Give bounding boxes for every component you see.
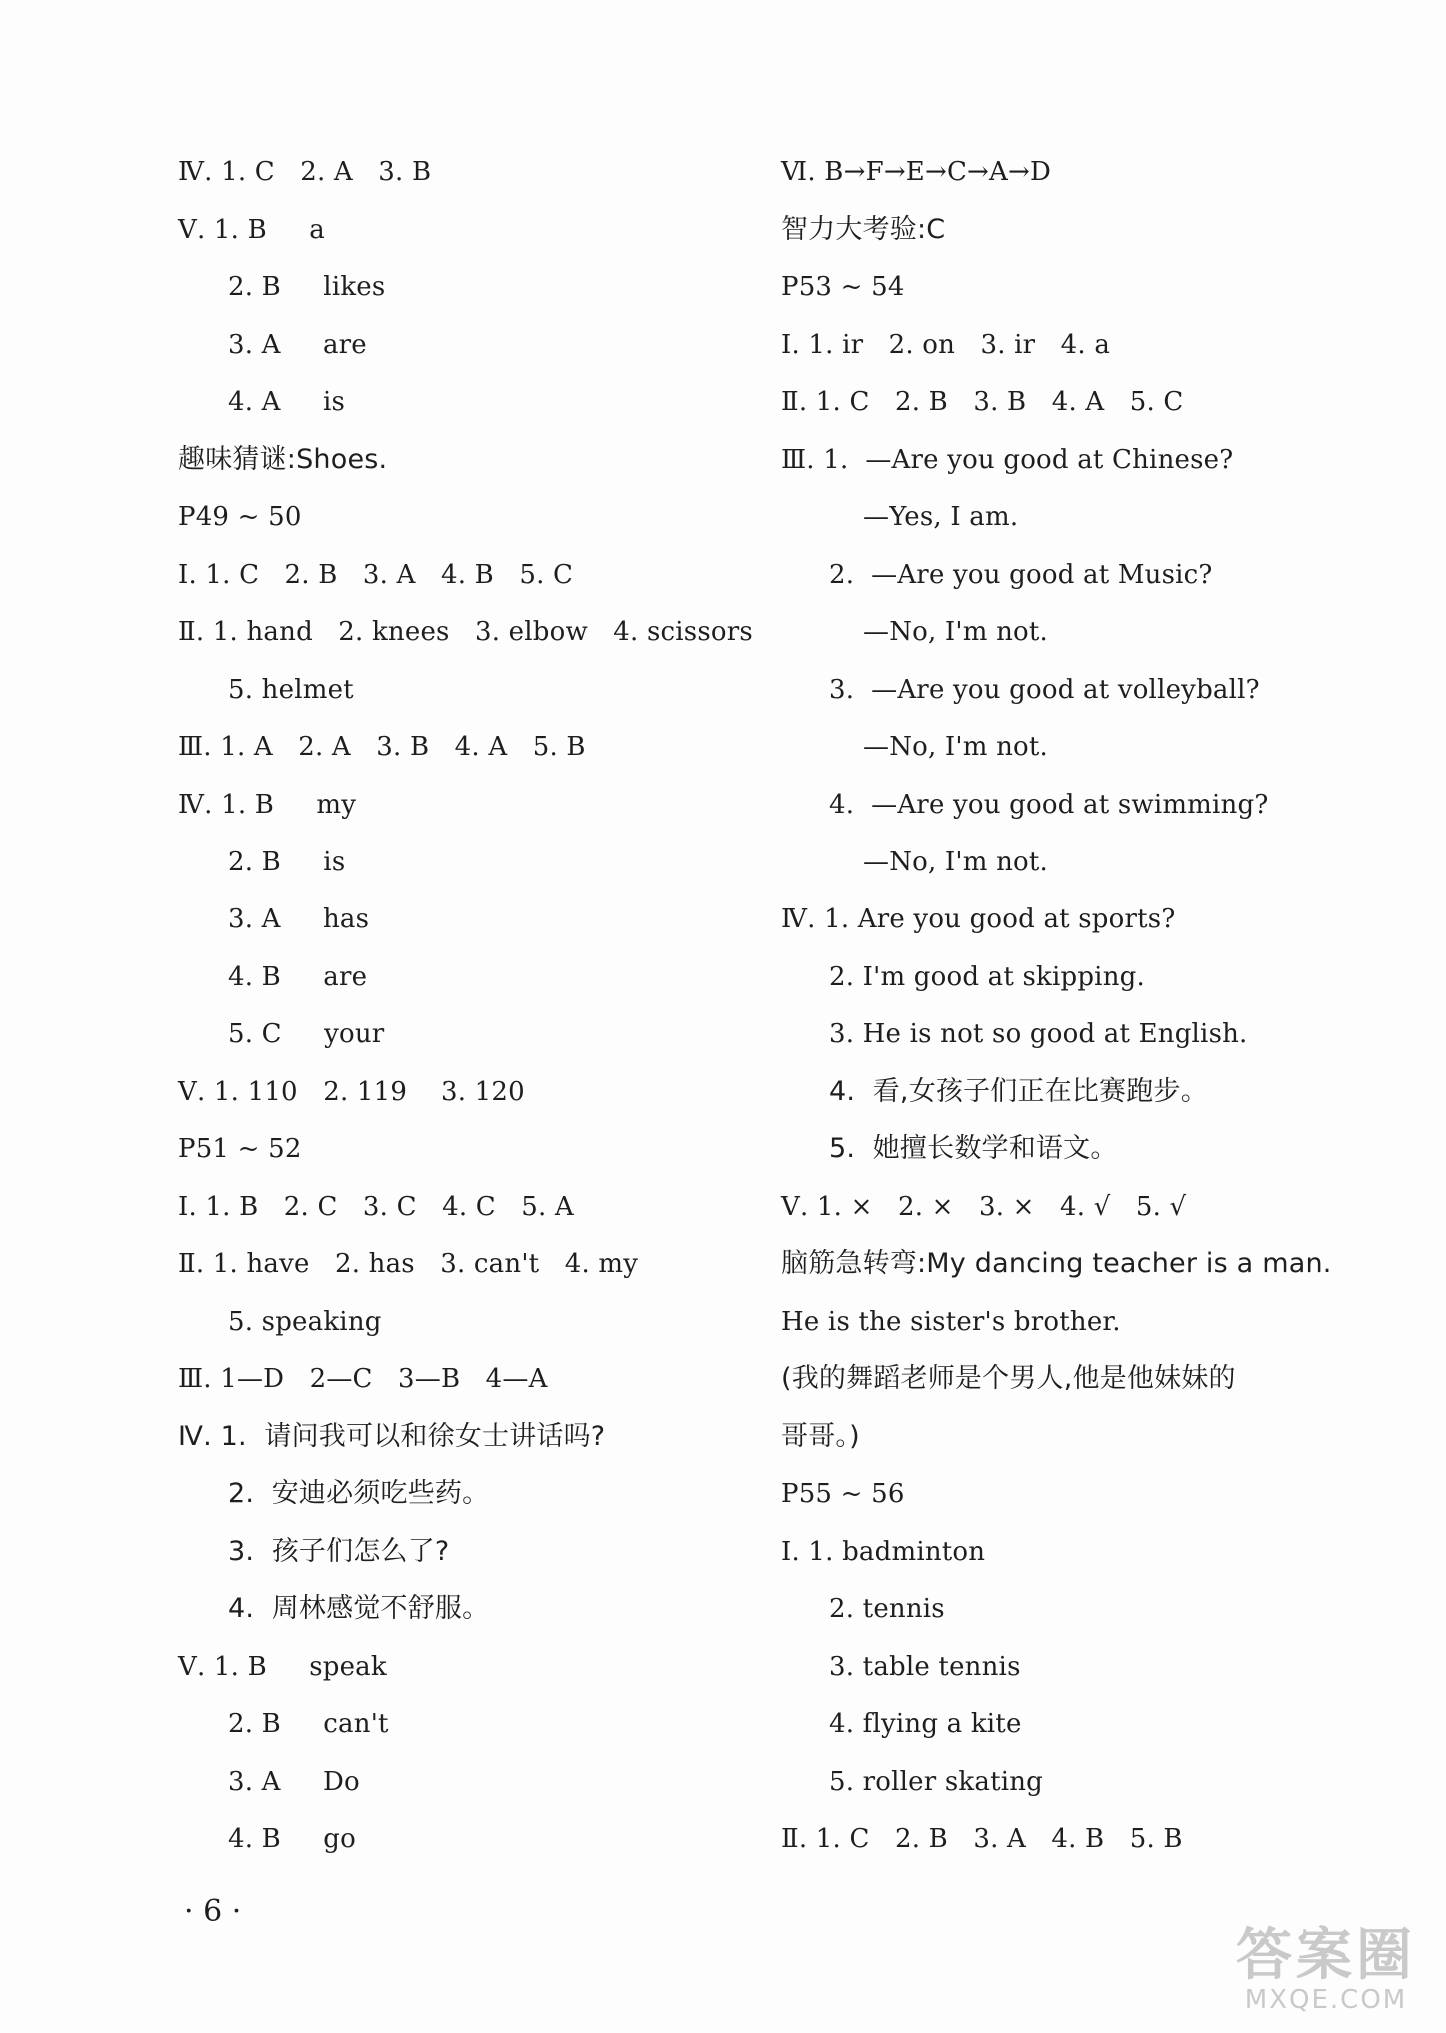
right-answer-line: 哥哥。) [781, 1421, 860, 1452]
left-answer-line: 2. B can't [228, 1709, 389, 1739]
right-answer-line: 智力大考验:C [781, 214, 946, 245]
right-answer-line: 脑筋急转弯:My dancing teacher is a man. [781, 1248, 1332, 1279]
right-answer-line: Ⅱ. 1. C 2. B 3. B 4. A 5. C [781, 387, 1184, 417]
watermark-url: MXQE.COM [1244, 1985, 1408, 2015]
left-answer-line: P49 ~ 50 [178, 502, 302, 532]
left-answer-line: Ⅰ. 1. B 2. C 3. C 4. C 5. A [178, 1192, 574, 1222]
right-answer-line: —No, I'm not. [863, 847, 1048, 877]
left-answer-line: Ⅴ. 1. 110 2. 119 3. 120 [178, 1077, 525, 1107]
right-answer-line: Ⅰ. 1. badminton [781, 1537, 986, 1567]
right-answer-line: 4. —Are you good at swimming? [829, 790, 1269, 820]
right-answer-line: P53 ~ 54 [781, 272, 905, 302]
right-answer-line: —No, I'm not. [863, 617, 1048, 647]
left-answer-line: Ⅳ. 1. C 2. A 3. B [178, 157, 432, 187]
right-answer-line: —Yes, I am. [863, 502, 1019, 532]
left-answer-line: Ⅲ. 1—D 2—C 3—B 4—A [178, 1364, 548, 1394]
right-answer-line: Ⅱ. 1. C 2. B 3. A 4. B 5. B [781, 1824, 1183, 1854]
right-answer-line: Ⅳ. 1. Are you good at sports? [781, 904, 1176, 934]
right-answer-line: (我的舞蹈老师是个男人,他是他妹妹的 [781, 1363, 1236, 1394]
left-answer-line: 4. 周林感觉不舒服。 [228, 1593, 490, 1624]
left-answer-line: Ⅳ. 1. 请问我可以和徐女士讲话吗? [178, 1421, 606, 1452]
left-answer-line: 5. helmet [228, 675, 354, 705]
left-answer-line: Ⅳ. 1. B my [178, 790, 357, 820]
page-number: · 6 · [184, 1894, 242, 1929]
right-answer-line: 4. flying a kite [829, 1709, 1022, 1739]
right-answer-line: 3. —Are you good at volleyball? [829, 675, 1260, 705]
left-answer-line: 3. 孩子们怎么了? [228, 1536, 450, 1567]
right-answer-line: 2. tennis [829, 1594, 945, 1624]
left-answer-line: P51 ~ 52 [178, 1134, 302, 1164]
right-answer-line: 3. table tennis [829, 1652, 1021, 1682]
left-answer-line: 3. A has [228, 904, 370, 934]
watermark [1236, 1911, 1416, 2015]
left-answer-line: Ⅴ. 1. B a [178, 215, 325, 245]
left-answer-line: 5. C your [228, 1019, 385, 1049]
right-answer-line: —No, I'm not. [863, 732, 1048, 762]
left-answer-line: Ⅱ. 1. have 2. has 3. can't 4. my [178, 1249, 639, 1279]
left-answer-line: Ⅲ. 1. A 2. A 3. B 4. A 5. B [178, 732, 586, 762]
right-answer-line: Ⅴ. 1. × 2. × 3. × 4. √ 5. √ [781, 1192, 1187, 1222]
right-answer-line: Ⅰ. 1. ir 2. on 3. ir 4. a [781, 330, 1111, 360]
right-answer-line: 5. roller skating [829, 1767, 1044, 1797]
right-answer-line: Ⅵ. B→F→E→C→A→D [781, 157, 1052, 187]
left-answer-line: 2. 安迪必须吃些药。 [228, 1478, 490, 1509]
left-answer-line: 5. speaking [228, 1307, 382, 1337]
right-answer-line: 5. 她擅长数学和语文。 [829, 1133, 1118, 1164]
left-answer-line: 4. B go [228, 1824, 356, 1854]
right-answer-line: 3. He is not so good at English. [829, 1019, 1248, 1049]
right-answer-line: P55 ~ 56 [781, 1479, 905, 1509]
left-answer-line: 2. B is [228, 847, 346, 877]
left-answer-line: Ⅱ. 1. hand 2. knees 3. elbow 4. scissors [178, 617, 753, 647]
right-column [723, 0, 1446, 2033]
right-answer-line: Ⅲ. 1. —Are you good at Chinese? [781, 445, 1234, 475]
left-answer-line: Ⅴ. 1. B speak [178, 1652, 387, 1682]
left-answer-line: 4. B are [228, 962, 368, 992]
right-answer-line: 4. 看,女孩子们正在比赛跑步。 [829, 1076, 1208, 1107]
right-answer-line: 2. I'm good at skipping. [829, 962, 1145, 992]
left-answer-line: 2. B likes [228, 272, 386, 302]
right-answer-line: He is the sister's brother. [781, 1307, 1121, 1337]
left-answer-line: 趣味猜谜:Shoes. [178, 444, 388, 475]
left-answer-line: 3. A Do [228, 1767, 360, 1797]
left-answer-line: Ⅰ. 1. C 2. B 3. A 4. B 5. C [178, 560, 574, 590]
right-answer-line: 2. —Are you good at Music? [829, 560, 1213, 590]
watermark-logo: 答案圈 [1236, 1923, 1416, 1988]
left-answer-line: 3. A are [228, 330, 367, 360]
left-answer-line: 4. A is [228, 387, 346, 417]
